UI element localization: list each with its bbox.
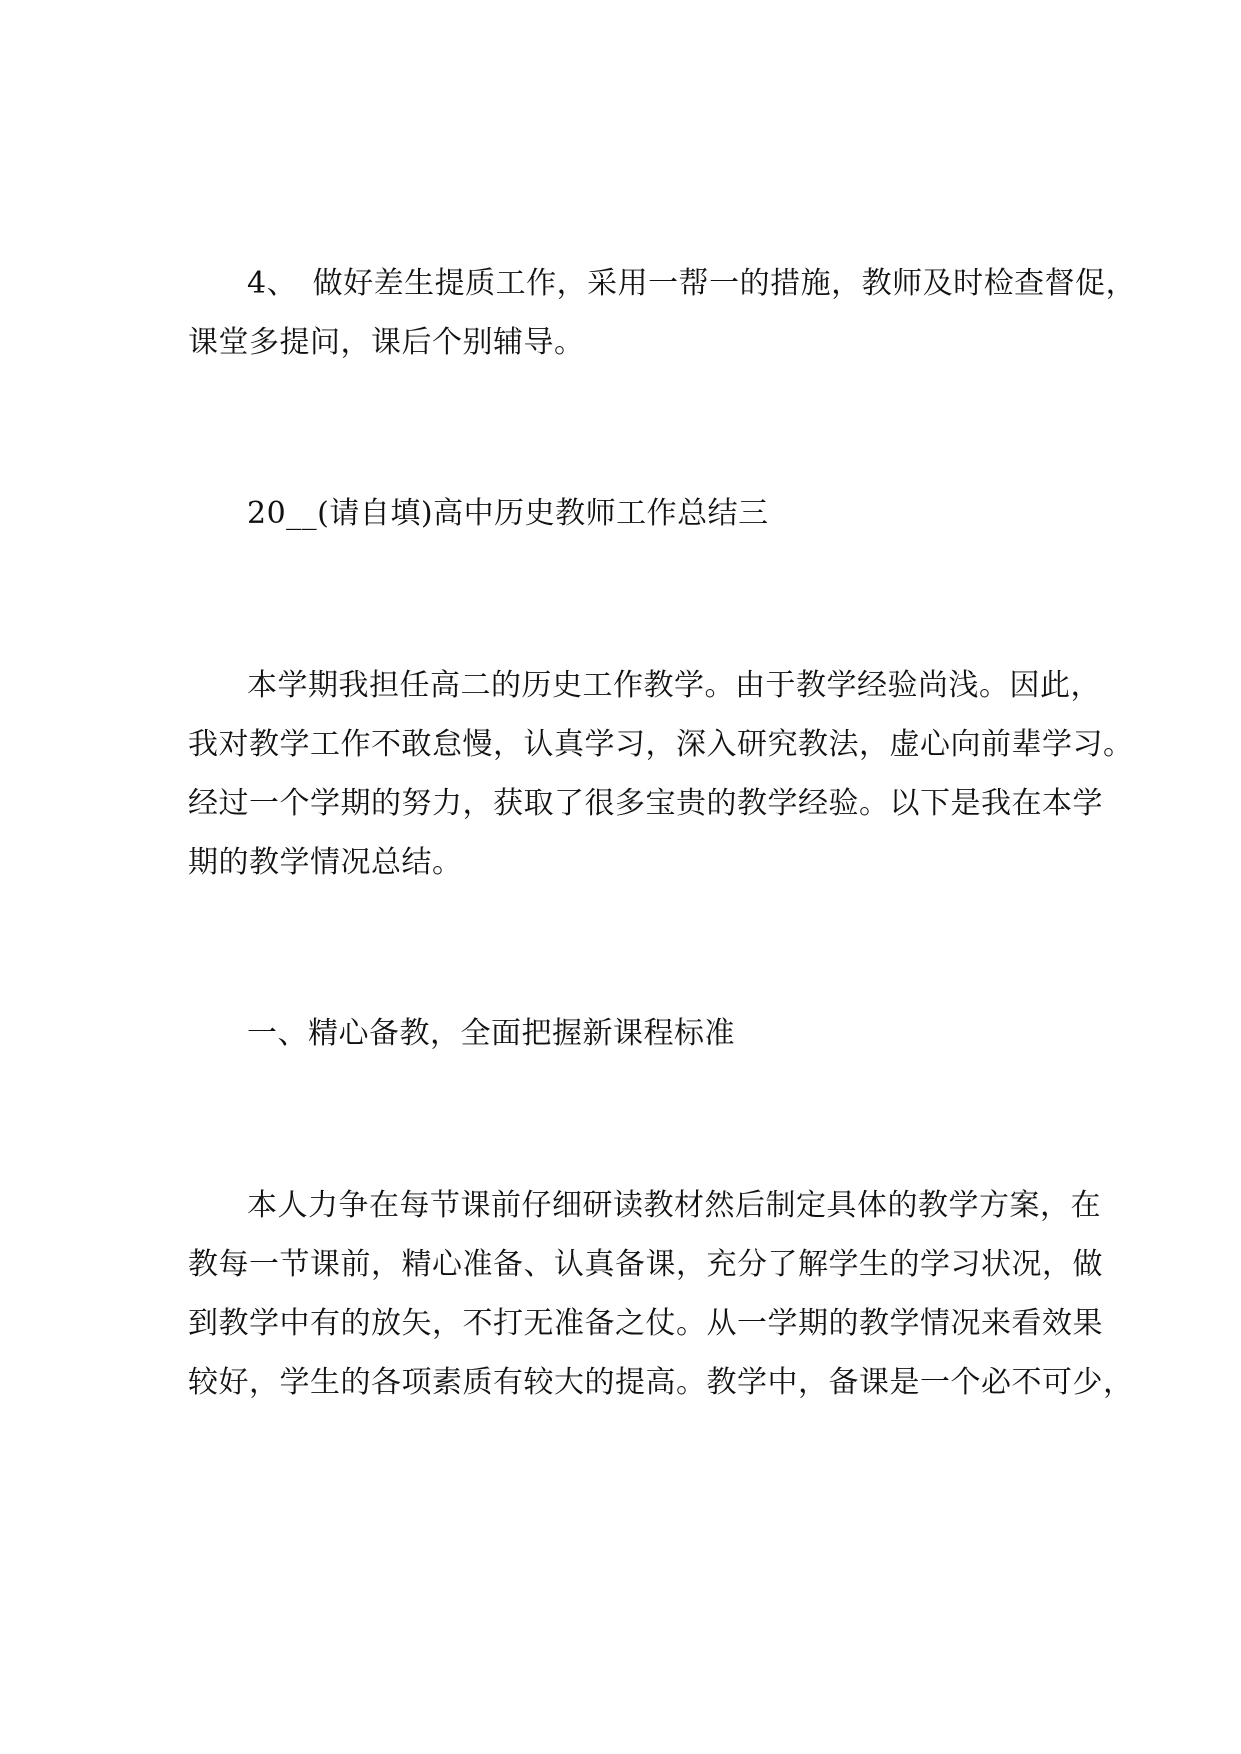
intro-line-1: 本学期我担任高二的历史工作教学。由于教学经验尚浅。因此， <box>247 668 1101 703</box>
item-4-line-2: 课堂多提问，课后个别辅导。 <box>188 325 585 360</box>
intro-line-2: 我对教学工作不敢怠慢，认真学习，深入研究教法，虚心向前辈学习。 <box>188 727 1134 762</box>
intro-line-3: 经过一个学期的努力，获取了很多宝贵的教学经验。以下是我在本学 <box>188 786 1103 821</box>
body-1-line-2: 教每一节课前，精心准备、认真备课，充分了解学生的学习状况，做 <box>188 1247 1103 1282</box>
item-4-line-1: 4、 做好差生提质工作，采用一帮一的措施，教师及时检查督促， <box>247 266 1137 301</box>
heading-1: 一、精心备教，全面把握新课程标准 <box>247 1016 735 1051</box>
section-title: 20__(请自填)高中历史教师工作总结三 <box>247 496 769 531</box>
body-1-line-1: 本人力争在每节课前仔细研读教材然后制定具体的教学方案，在 <box>247 1188 1101 1223</box>
intro-line-4: 期的教学情况总结。 <box>188 845 463 880</box>
body-1-line-4: 较好，学生的各项素质有较大的提高。教学中，备课是一个必不可少， <box>188 1365 1134 1400</box>
body-1-line-3: 到教学中有的放矢，不打无准备之仗。从一学期的教学情况来看效果 <box>188 1306 1103 1341</box>
